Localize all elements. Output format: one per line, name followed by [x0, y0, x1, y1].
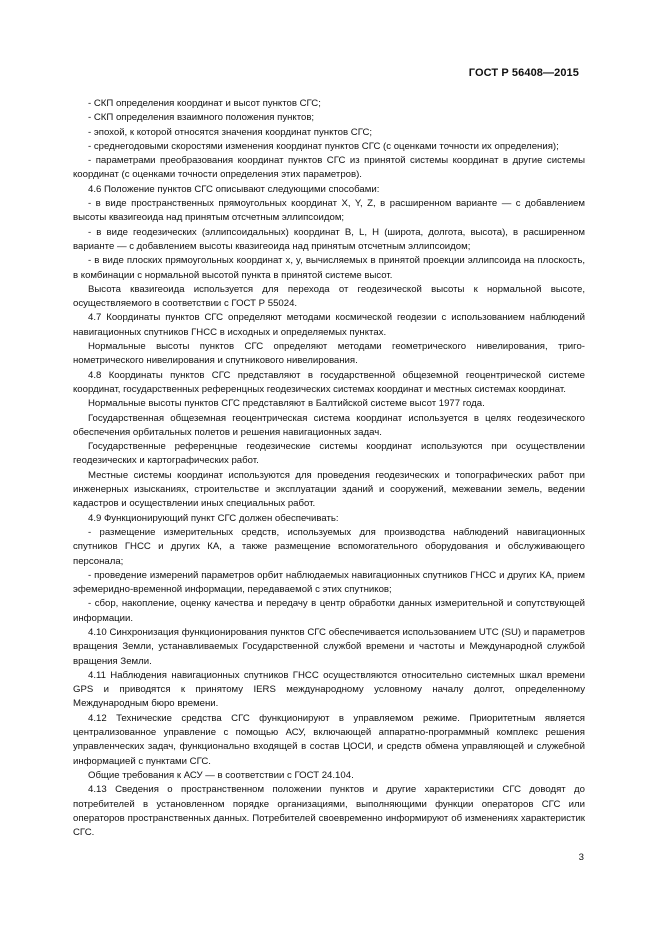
paragraph: - в виде плоских прямоугольных координат x, y, вычисляемых в принятой проекции эллипсоида на плоскость, в комбинации с нормальной высотой пункта в принятой системе высот. — [73, 255, 585, 281]
paragraph: - проведение измерений параметров орбит наблюдаемых навигационных спутников ГНСС и других КА, прием эфемеридно-временной информации, передаваемой с этих спутников; — [73, 569, 585, 596]
paragraph: Местные системы координат используются для проведения геодезических и топографических работ при инженерных изысканиях, строительстве и эксплуатации зданий и сооружений, межевании земель, ведении кадастров и осуществлении иных специальных работ. — [73, 469, 585, 510]
paragraph: 4.8 Координаты пунктов СГС представляют в государственной общеземной геоцентрической системе координат, государственных референцных геодезических системах координат и местных системах координат. — [73, 369, 585, 395]
paragraph: 4.6 Положение пунктов СГС описывают следующими способами: — [88, 183, 380, 195]
paragraph: Государственные референцные геодезические системы координат используются при осуществлении геодезических и картографических работ. — [73, 441, 585, 467]
paragraph: - параметрами преобразования координат пунктов СГС из принятой системы координат в другие системы координат (с оценками точности определения этих параметров). — [73, 155, 585, 181]
paragraph: Нормальные высоты пунктов СГС определяют методами геометрического нивелирования, тригонометрического нивелирования и спутникового нивелирования. — [73, 341, 585, 367]
paragraph: Нормальные высоты пунктов СГС представляют в Балтийской системе высот 1977 года. — [88, 398, 485, 410]
paragraph: 4.7 Координаты пунктов СГС определяют методами космической геодезии с использованием наблюдений навигационных спутников ГНСС в исходных и определяемых пунктах. — [73, 312, 585, 338]
paragraph: 4.10 Синхронизация функционирования пунктов СГС обеспечивается использованием UTC (SU) и параметров вращения Земли, устанавливаемых Государственной службой времени и частоты и Международной службой вращения Земли. — [73, 626, 585, 667]
paragraph: Государственная общеземная геоцентрическая система координат используется в целях геодезического обеспечения орбитальных полетов и решения навигационных задач. — [73, 412, 585, 438]
paragraph: - СКП определения координат и высот пунктов СГС; — [88, 98, 321, 109]
standard-designation: ГОСТ Р 56408—2015 — [468, 67, 579, 79]
paragraph: - сбор, накопление, оценку качества и передачу в центр обработки данных измерительной и сопутствующей информации. — [73, 598, 585, 624]
paragraph: - в виде пространственных прямоугольных координат X, Y, Z, в расширенном варианте — с добавлением высоты квазигеоида над принятым отсчетным эллипсоидом; — [73, 198, 585, 224]
paragraph: - размещение измерительных средств, используемых для производства наблюдений навигационных спутников ГНСС и других КА, а также размещение вспомогательного оборудования и обслуживающего персонала; — [73, 526, 585, 567]
paragraph: - среднегодовыми скоростями изменения координат пунктов СГС (с оценками точности их определения); — [88, 140, 559, 152]
paragraph: - СКП определения взаимного положения пунктов; — [88, 112, 315, 124]
paragraph: 4.9 Функционирующий пункт СГС должен обеспечивать: — [88, 512, 339, 524]
paragraph: 4.11 Наблюдения навигационных спутников ГНСС осуществляются относительно системных шкал времени GPS и приводятся к принятому IERS международному условному началу долгот, определенному Международным бюро времени. — [73, 669, 585, 710]
paragraph: Общие требования к АСУ — в соответствии с ГОСТ 24.104. — [88, 769, 354, 781]
paragraph: 4.12 Технические средства СГС функционируют в управляемом режиме. Приоритетным является централизованное управление с помощью АСУ, включающей аппаратно-программный комплекс решения управленческих задач, функционально входящей в состав ЦОСИ, и средств обмена управляющей и служебной информацией с пунктами СГС. — [73, 712, 585, 767]
page-number: 3 — [578, 852, 584, 863]
body-text — [73, 97, 585, 840]
paragraph: - эпохой, к которой относятся значения координат пунктов СГС; — [88, 126, 373, 138]
paragraph: 4.13 Сведения о пространственном положении пунктов и другие характеристики СГС доводят до потребителей в установленном порядке организациями, выполняющими функции операторов СГС или операторов пространственных данных. Потребителей своевременно информируют об изменениях характеристик СГС. — [73, 784, 585, 839]
paragraph: - в виде геодезических (эллипсоидальных) координат B, L, H (широта, долгота, высота), в расширенном варианте — с добавлением высоты квазигеоида над принятым отсчетным эллипсоидом; — [73, 226, 585, 252]
paragraph: Высота квазигеоида используется для перехода от геодезической высоты к нормальной высоте, осуществляемого в соответствии с ГОСТ Р 55024. — [73, 283, 585, 310]
